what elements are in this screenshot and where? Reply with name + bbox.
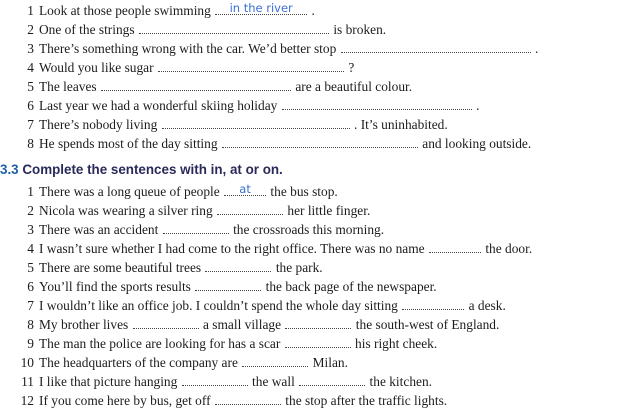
item-text: is broken. <box>333 22 387 37</box>
item-text: the stop after the traffic lights. <box>285 393 448 408</box>
exercise-b-item <box>0 296 506 315</box>
item-text: Last year we had a wonderful skiing holiday <box>39 98 278 113</box>
item-text: the park. <box>275 260 323 275</box>
exercise-b-item <box>0 372 432 391</box>
exercise-a-item <box>0 96 479 115</box>
exercise-b-item <box>0 391 447 410</box>
item-number: 4 <box>27 60 34 75</box>
answer-blank[interactable] <box>282 98 472 110</box>
answer-blank[interactable] <box>215 3 307 15</box>
answer-blank[interactable] <box>299 374 365 386</box>
exercise-b-item <box>0 182 338 201</box>
answer-blank[interactable] <box>242 355 308 367</box>
exercise-a-item <box>0 77 412 96</box>
item-text: There was a long queue of people <box>39 184 220 199</box>
item-text: ? <box>348 60 355 75</box>
handwritten-answer: at <box>239 182 251 196</box>
item-text: the bus stop. <box>270 184 338 199</box>
answer-blank[interactable] <box>222 136 418 148</box>
item-text: Would you like sugar <box>39 60 154 75</box>
item-text: There’s something wrong with the car. We’d better stop <box>39 41 337 56</box>
answer-blank[interactable] <box>195 279 261 291</box>
item-text: her little finger. <box>287 203 371 218</box>
item-text: . <box>476 98 480 113</box>
answer-blank[interactable] <box>285 317 351 329</box>
item-text: I wouldn’t like an office job. I couldn’t spend the whole day sitting <box>39 298 398 313</box>
answer-blank[interactable] <box>224 184 266 196</box>
item-number: 6 <box>27 279 34 294</box>
item-number: 7 <box>27 117 34 132</box>
answer-blank[interactable] <box>402 298 464 310</box>
exercise-a-item <box>0 39 538 58</box>
item-text: a small village <box>202 317 282 332</box>
answer-blank[interactable] <box>205 260 271 272</box>
item-text: He spends most of the day sitting <box>39 136 218 151</box>
item-number: 8 <box>27 317 34 332</box>
item-text: . <box>535 41 539 56</box>
exercise-a-item <box>0 20 386 39</box>
item-number: 5 <box>27 79 34 94</box>
answer-blank[interactable] <box>215 393 281 405</box>
exercise-b-item <box>0 315 499 334</box>
item-text: are a beautiful colour. <box>295 79 413 94</box>
item-number: 9 <box>27 336 34 351</box>
item-text: You’ll find the sports results <box>39 279 191 294</box>
exercise-instruction: Complete the sentences with in, at or on. <box>22 162 283 177</box>
answer-blank[interactable] <box>285 336 351 348</box>
answer-blank[interactable] <box>341 41 531 53</box>
answer-blank[interactable] <box>182 374 248 386</box>
item-number: 11 <box>21 374 34 389</box>
item-text: . It’s uninhabited. <box>354 117 448 132</box>
item-text: There are some beautiful trees <box>39 260 202 275</box>
item-text: the south-west of England. <box>355 317 500 332</box>
item-text: Look at those people swimming <box>39 3 211 18</box>
item-text: . <box>311 3 315 18</box>
item-number: 1 <box>27 184 34 199</box>
answer-blank[interactable] <box>139 22 329 34</box>
item-number: 12 <box>20 393 34 408</box>
item-text: I wasn’t sure whether I had come to the right office. There was no name <box>39 241 425 256</box>
item-text: a desk. <box>468 298 506 313</box>
item-text: If you come here by bus, get off <box>39 393 211 408</box>
item-text: the back page of the newspaper. <box>265 279 437 294</box>
item-text: and looking outside. <box>422 136 532 151</box>
item-text: The headquarters of the company are <box>39 355 238 370</box>
item-text: the kitchen. <box>369 374 432 389</box>
item-text: There was an accident <box>39 222 159 237</box>
answer-blank[interactable] <box>217 203 283 215</box>
item-text: There’s nobody living <box>39 117 158 132</box>
answer-blank[interactable] <box>429 241 481 253</box>
item-text: The man the police are looking for has a scar <box>39 336 281 351</box>
item-text: One of the strings <box>39 22 135 37</box>
exercise-a-item <box>0 58 354 77</box>
item-text: My brother lives <box>39 317 129 332</box>
exercise-b-item <box>0 353 348 372</box>
exercise-a-item <box>0 134 531 153</box>
item-number: 2 <box>27 203 34 218</box>
item-text: the wall <box>252 374 295 389</box>
item-text: The leaves <box>39 79 97 94</box>
item-number: 4 <box>27 241 34 256</box>
item-number: 3 <box>27 222 34 237</box>
item-text: Nicola was wearing a silver ring <box>39 203 213 218</box>
answer-blank[interactable] <box>162 117 350 129</box>
exercise-number: 3.3 <box>0 162 19 177</box>
item-number: 8 <box>27 136 34 151</box>
exercise-b-item <box>0 201 370 220</box>
exercise-b-item <box>0 220 384 239</box>
exercise-b-item <box>0 334 437 353</box>
answer-blank[interactable] <box>133 317 199 329</box>
item-number: 3 <box>27 41 34 56</box>
item-text: the crossroads this morning. <box>233 222 385 237</box>
exercise-a-item <box>0 115 448 134</box>
item-number: 10 <box>20 355 34 370</box>
item-number: 5 <box>27 260 34 275</box>
item-number: 2 <box>27 22 34 37</box>
item-text: the door. <box>485 241 533 256</box>
exercise-heading <box>0 160 283 180</box>
exercise-b-item <box>0 277 437 296</box>
answer-blank[interactable] <box>158 60 344 72</box>
answer-blank[interactable] <box>101 79 291 91</box>
exercise-a-item <box>0 1 315 20</box>
exercise-b-item <box>0 258 323 277</box>
answer-blank[interactable] <box>163 222 229 234</box>
item-number: 7 <box>27 298 34 313</box>
exercise-b-item <box>0 239 532 258</box>
item-number: 6 <box>27 98 34 113</box>
item-text: Milan. <box>312 355 348 370</box>
item-text: I like that picture hanging <box>39 374 178 389</box>
item-number: 1 <box>27 3 34 18</box>
handwritten-answer: in the river <box>229 1 293 15</box>
item-text: his right cheek. <box>355 336 438 351</box>
